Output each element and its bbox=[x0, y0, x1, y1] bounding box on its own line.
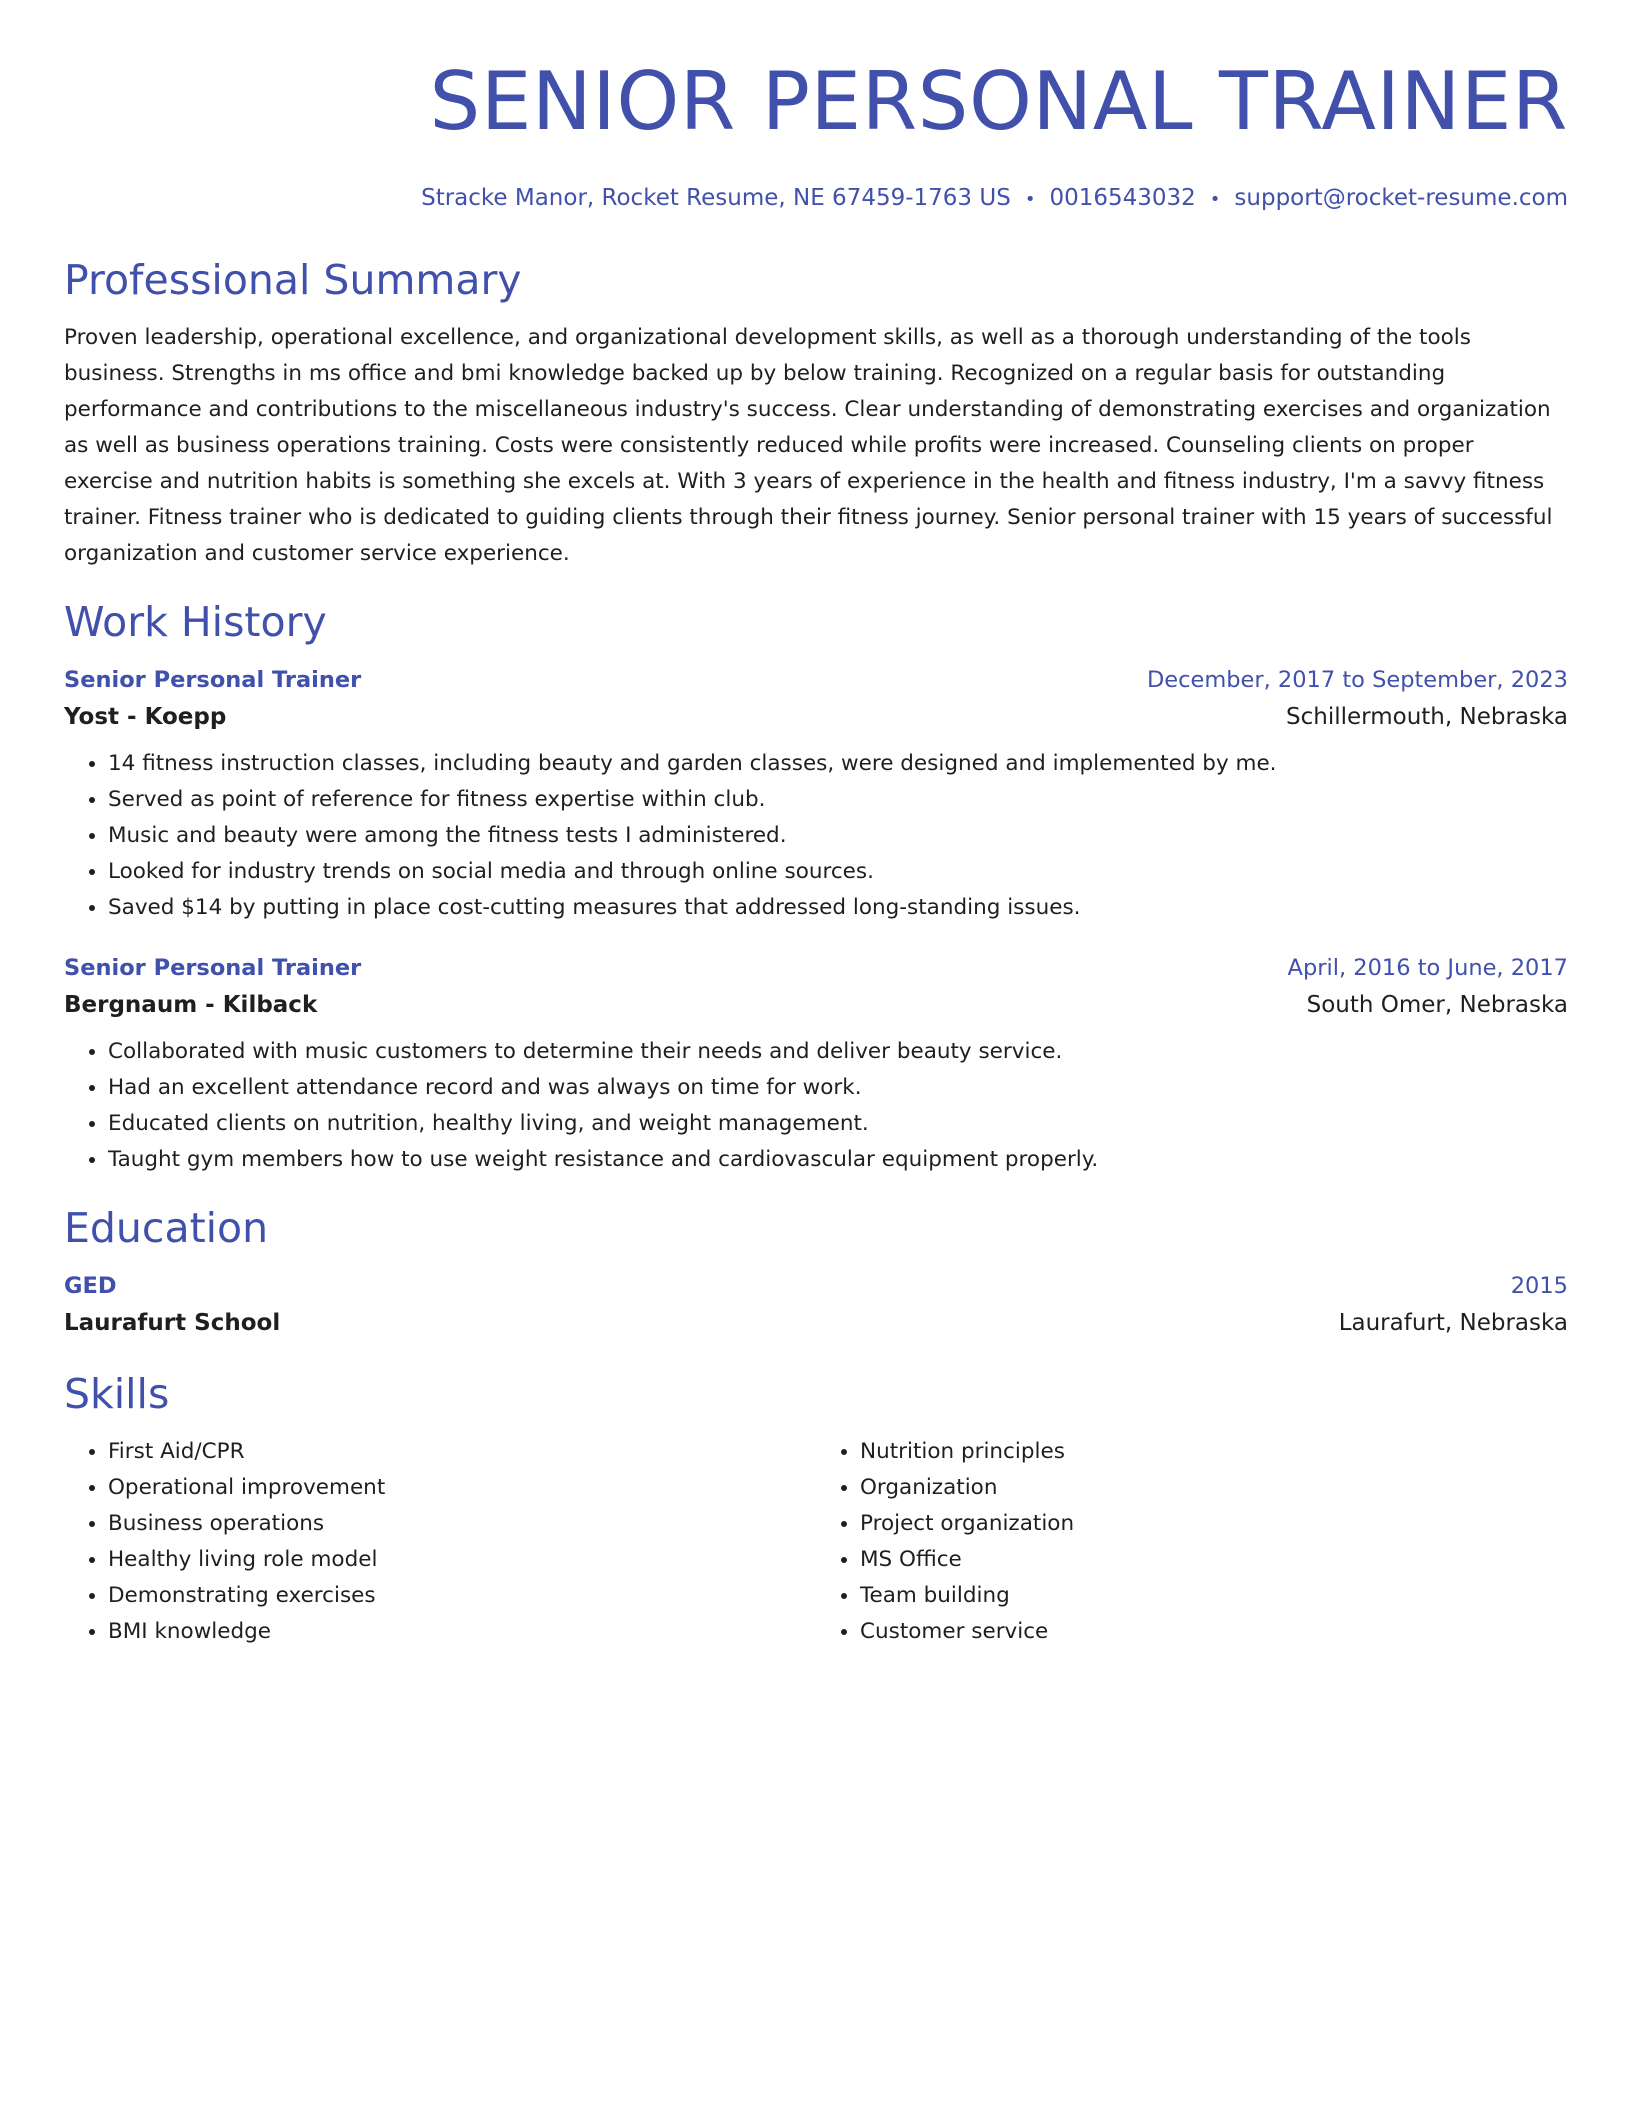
job-header-row bbox=[64, 950, 1568, 986]
job-bullet: • Collaborated with music customers to determine their needs and deliver beauty service. bbox=[108, 1034, 1568, 1070]
skill-item: • Organization bbox=[860, 1470, 1568, 1506]
job-bullet: • Saved $14 by putting in place cost-cutting measures that addressed long-standing issues. bbox=[108, 890, 1568, 926]
contact-email[interactable]: support@rocket-resume.com bbox=[1234, 185, 1568, 211]
job-company: Bergnaum - Kilback bbox=[64, 992, 318, 1018]
job-entry bbox=[64, 662, 1568, 926]
job-role: Senior Personal Trainer bbox=[64, 955, 362, 981]
job-header-row bbox=[64, 662, 1568, 698]
job-bullets bbox=[64, 1034, 1568, 1178]
job-bullet: • Taught gym members how to use weight resistance and cardiovascular equipment properly. bbox=[108, 1142, 1568, 1178]
skill-item: • Business operations bbox=[108, 1506, 816, 1542]
job-bullet: • Looked for industry trends on social media and through online sources. bbox=[108, 854, 1568, 890]
skill-item: • BMI knowledge bbox=[108, 1614, 816, 1650]
section-title-skills: Skills bbox=[64, 1370, 170, 1418]
skills-column-left bbox=[64, 1434, 816, 1650]
contact-phone: 0016543032 bbox=[1049, 185, 1196, 211]
skill-item: • Customer service bbox=[860, 1614, 1568, 1650]
skill-item: • Team building bbox=[860, 1578, 1568, 1614]
skills-list-right bbox=[816, 1434, 1568, 1650]
contact-separator: • bbox=[1024, 189, 1036, 210]
education-header-row bbox=[64, 1268, 1568, 1304]
education-degree: GED bbox=[64, 1273, 117, 1299]
job-bullets bbox=[64, 746, 1568, 926]
skills-column-right bbox=[816, 1434, 1568, 1650]
job-company-row bbox=[64, 698, 1568, 736]
section-title-education: Education bbox=[64, 1204, 269, 1252]
education-location: Laurafurt, Nebraska bbox=[1338, 1310, 1568, 1336]
contact-separator: • bbox=[1209, 189, 1221, 210]
section-title-work-history: Work History bbox=[64, 598, 327, 646]
section-title-summary: Professional Summary bbox=[64, 256, 522, 304]
skill-item: • Project organization bbox=[860, 1506, 1568, 1542]
education-entry bbox=[64, 1268, 1568, 1342]
job-bullet: • 14 fitness instruction classes, including beauty and garden classes, were designed and implemented by me. bbox=[108, 746, 1568, 782]
job-location: South Omer, Nebraska bbox=[1306, 992, 1568, 1018]
job-company: Yost - Koepp bbox=[64, 704, 227, 730]
education-school: Laurafurt School bbox=[64, 1310, 281, 1336]
skills-list-left bbox=[64, 1434, 816, 1650]
skills-columns bbox=[64, 1434, 1568, 1650]
education-year: 2015 bbox=[1510, 1273, 1568, 1299]
skill-item: • Healthy living role model bbox=[108, 1542, 816, 1578]
job-bullet: • Had an excellent attendance record and was always on time for work. bbox=[108, 1070, 1568, 1106]
resume-name: SENIOR PERSONAL TRAINER bbox=[429, 55, 1568, 148]
job-bullet: • Educated clients on nutrition, healthy living, and weight management. bbox=[108, 1106, 1568, 1142]
job-company-row bbox=[64, 986, 1568, 1024]
skill-item: • Nutrition principles bbox=[860, 1434, 1568, 1470]
job-bullet: • Music and beauty were among the fitness tests I administered. bbox=[108, 818, 1568, 854]
job-role: Senior Personal Trainer bbox=[64, 667, 362, 693]
skill-item: • Demonstrating exercises bbox=[108, 1578, 816, 1614]
contact-address: Stracke Manor, Rocket Resume, NE 67459-1763 US bbox=[421, 185, 1011, 211]
contact-line bbox=[64, 182, 1568, 216]
job-location: Schillermouth, Nebraska bbox=[1286, 704, 1568, 730]
summary-text: Proven leadership, operational excellence, and organizational development skills, as well as a thorough understanding of the tools business. Strengths in ms office and bmi knowledge backed up by below training. Recognized on a regular basis for outstanding performance and contributions to the miscellaneous industry's success. Clear understanding of demonstrating exercises and organization as well as business operations training. Costs were consistently reduced while profits were increased. Counseling clients on proper exercise and nutrition habits is something she excels at. With 3 years of experience in the health and fitness industry, I'm a savvy fitness trainer. Fitness trainer who is dedicated to guiding clients through their fitness journey. Senior personal trainer with 15 years of successful organization and customer service experience. bbox=[64, 325, 1553, 566]
skill-item: • MS Office bbox=[860, 1542, 1568, 1578]
job-dates: April, 2016 to June, 2017 bbox=[1287, 955, 1568, 981]
job-entry bbox=[64, 950, 1568, 1178]
job-bullet: • Served as point of reference for fitness expertise within club. bbox=[108, 782, 1568, 818]
job-dates: December, 2017 to September, 2023 bbox=[1146, 667, 1568, 693]
skill-item: • First Aid/CPR bbox=[108, 1434, 816, 1470]
education-school-row bbox=[64, 1304, 1568, 1342]
skill-item: • Operational improvement bbox=[108, 1470, 816, 1506]
